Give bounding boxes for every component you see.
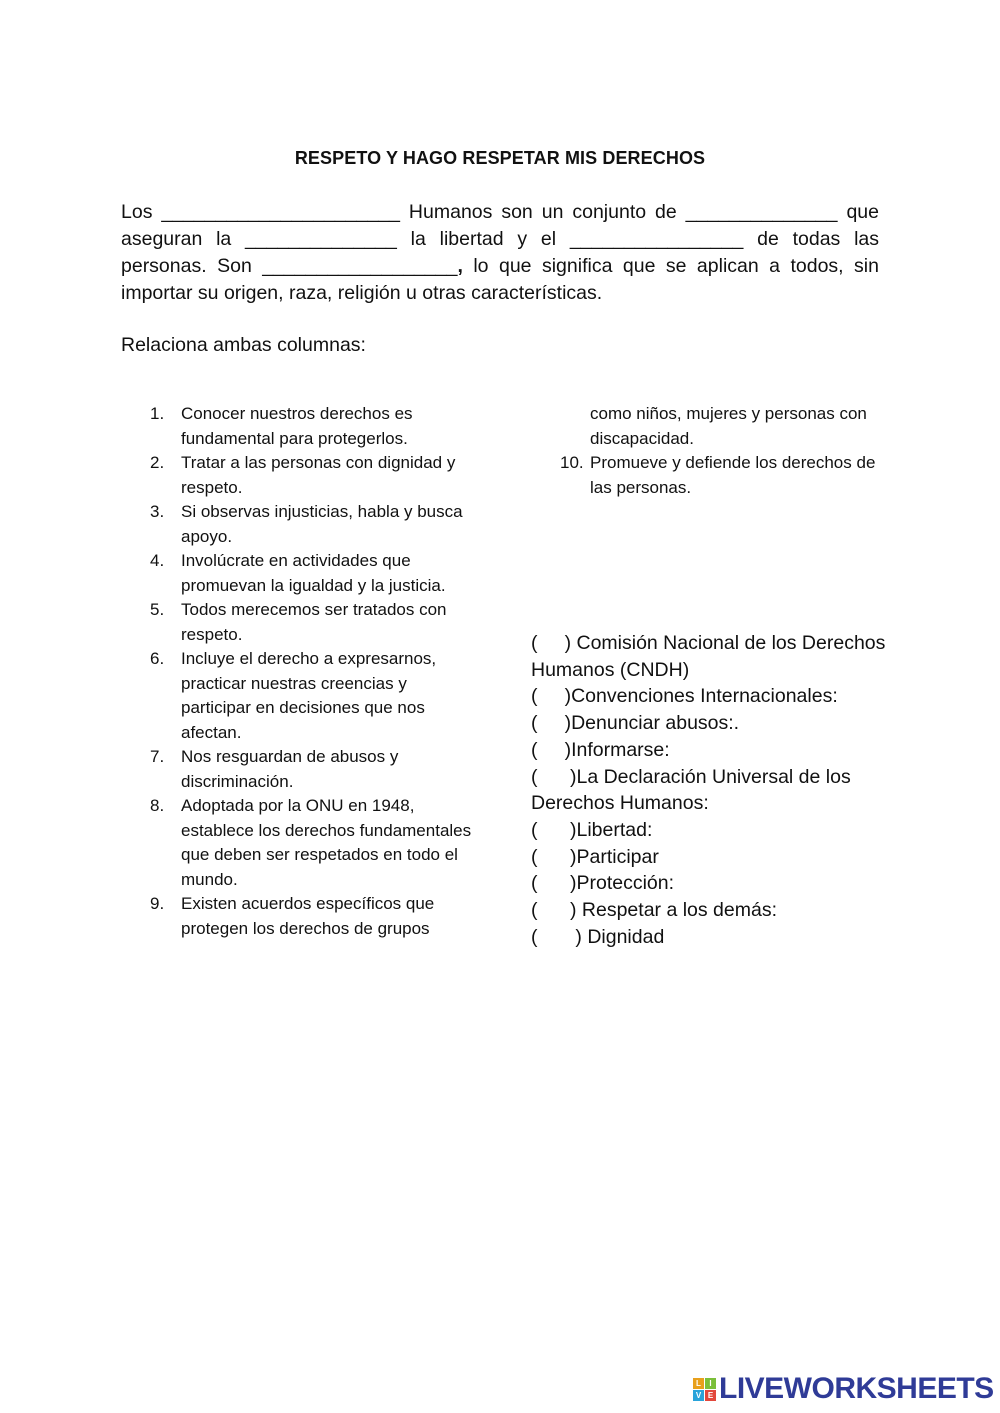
answer-item[interactable]: ( )Denunciar abusos:.: [531, 712, 740, 735]
logo-mark-letter: E: [705, 1390, 716, 1401]
list-item: [150, 451, 480, 500]
logo-mark-letter: L: [693, 1378, 704, 1389]
logo-mark-icon: [693, 1378, 716, 1401]
intro-text-1: Los ______________________ Humanos son un conjunto de ______________ que aseguran la ______________ la libertad y el ________________ de todas las personas. Son __________________: [121, 201, 879, 277]
item-number: 1.: [150, 404, 165, 423]
item-text: Adoptada por la ONU en 1948, establece los derechos fundamentales que deben ser respetados en todo el mundo.: [181, 796, 472, 889]
item-text: Tratar a las personas con dignidad y respeto.: [181, 453, 456, 497]
list-item: [150, 794, 480, 892]
statement-9-continuation: como niños, mujeres y personas con discapacidad.: [590, 404, 867, 448]
logo-mark-letter: V: [693, 1390, 704, 1401]
item-text: Incluye el derecho a expresarnos, practicar nuestras creencias y participar en decisiones que nos afectan.: [181, 649, 437, 742]
instruction-text: Relaciona ambas columnas:: [121, 334, 366, 356]
liveworksheets-logo: [693, 1373, 994, 1405]
answer-item[interactable]: ( )Libertad:: [531, 818, 653, 841]
answer-item[interactable]: ( ) Respetar a los demás:: [531, 899, 778, 922]
answer-item[interactable]: ( ) Dignidad: [531, 925, 665, 948]
page-title: RESPETO Y HAGO RESPETAR MIS DERECHOS: [294, 148, 706, 168]
item-text: Si observas injusticias, habla y busca apoyo.: [181, 502, 463, 546]
list-item: [560, 451, 890, 500]
item-number: 8.: [150, 796, 165, 815]
answer-item[interactable]: ( )Protección:: [531, 872, 675, 895]
logo-mark-letter: I: [705, 1378, 716, 1389]
answers-list: [531, 630, 891, 950]
logo-text: LIVEWORKSHEETS: [719, 1372, 994, 1405]
list-item: [150, 598, 480, 647]
answer-item[interactable]: ( )Convenciones Internacionales:: [531, 685, 838, 708]
item-text: Promueve y defiende los derechos de las personas.: [590, 453, 876, 497]
list-item: [150, 402, 480, 451]
item-text: Conocer nuestros derechos es fundamental para protegerlos.: [181, 404, 413, 448]
item-text: Existen acuerdos específicos que protegen los derechos de grupos: [181, 894, 435, 938]
item-number: 6.: [150, 649, 165, 668]
answer-item[interactable]: ( )Participar: [531, 845, 659, 868]
item-number: 3.: [150, 502, 165, 521]
list-item: [150, 549, 480, 598]
item-number: 10.: [560, 453, 584, 472]
item-number: 2.: [150, 453, 165, 472]
item-text: Involúcrate en actividades que promuevan la igualdad y la justicia.: [181, 551, 446, 595]
list-item: [150, 500, 480, 549]
item-text: Todos merecemos ser tratados con respeto.: [181, 600, 447, 644]
answer-item[interactable]: ( )La Declaración Universal de los Derechos Humanos:: [531, 765, 857, 815]
item-number: 7.: [150, 747, 165, 766]
answer-item[interactable]: ( ) Comisión Nacional de los Derechos Humanos (CNDH): [531, 632, 891, 681]
item-number: 9.: [150, 894, 165, 913]
list-item: [150, 892, 480, 941]
list-item: [150, 745, 480, 794]
item-number: 5.: [150, 600, 165, 619]
answer-item[interactable]: ( )Informarse:: [531, 738, 670, 761]
item-number: 4.: [150, 551, 165, 570]
intro-comma: ,: [457, 255, 463, 277]
statements-list: [150, 402, 480, 941]
list-item: [150, 647, 480, 745]
intro-text-2: lo que significa que se aplican a todos, sin importar su origen, raza, religión u otras características.: [121, 255, 879, 304]
item-text: Nos resguardan de abusos y discriminación.: [181, 747, 399, 791]
intro-paragraph: [121, 199, 879, 307]
